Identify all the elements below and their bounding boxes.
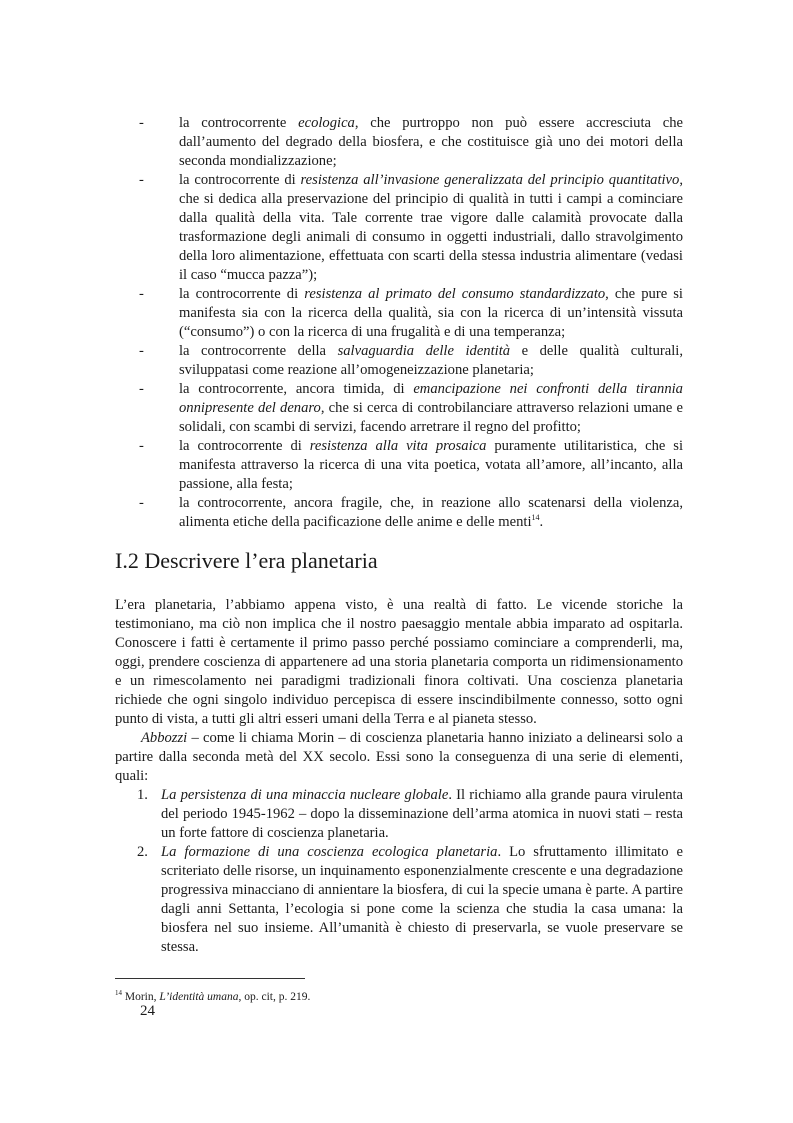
dash-bullet: - bbox=[139, 286, 144, 302]
list-item: - la controcorrente di resistenza alla vita prosaica puramente utilitaristica, che si manifesta attraverso la ricerca di una vita poetica, votata all’amore, all’incanto, alla passione, alla festa; bbox=[139, 438, 683, 492]
list-number: 2. bbox=[137, 844, 148, 860]
list-item: - la controcorrente di resistenza all’invasione generalizzata del principio quantitativo, che si dedica alla preservazione del principio di qualità in tutti i campi a cominciare dalla qualità della vita. Tale corrente trae vigore dalle calamità provocate dalla trasformazione degli animali di consumo in oggetti industriali, dallo stravolgimento della loro alimentazione, effettuata con scarti della stessa industria alimentare (vedasi il caso “mucca pazza”); bbox=[139, 172, 683, 283]
list-item: - la controcorrente di resistenza al primato del consumo standardizzato, che pure si manifesta sia con la ricerca della qualità, sia con la ricerca di un’intensità vissuta (“consumo”) o con la ricerca di una frugalità e di una temperanza; bbox=[139, 286, 683, 340]
list-item: - la controcorrente della salvaguardia delle identità e delle qualità culturali, sviluppatasi come reazione all’omogeneizzazione planetaria; bbox=[139, 343, 684, 378]
list-item: - la controcorrente, ancora fragile, che, in reazione allo scatenarsi della violenza, alimenta etiche della pacificazione delle anime e delle menti$^{14}$. bbox=[139, 495, 683, 530]
paragraph: Abbozzi – come li chiama Morin – di coscienza planetaria hanno iniziato a delinearsi solo a partire dalla seconda metà del XX secolo. Essi sono la conseguenza di una serie di elementi, quali: bbox=[115, 730, 683, 784]
list-item: - la controcorrente, ancora timida, di emancipazione nei confronti della tirannia onnipresente del denaro, che si cerca di controbilanciare attraverso relazioni umane e solidali, con scambi di servizi, facendo arretrare il regno del profitto; bbox=[139, 381, 683, 435]
footnote-number: 14 bbox=[115, 989, 122, 997]
footnote: $^{14}$ Morin, L’identità umana, op. cit, p. 219. bbox=[115, 989, 311, 1003]
footnote-ref[interactable]: 14 bbox=[531, 513, 540, 523]
dash-bullet: - bbox=[139, 381, 144, 397]
dash-bullet: - bbox=[139, 495, 144, 511]
elements-list bbox=[115, 786, 683, 957]
section-heading: I.2 Descrivere l’era planetaria bbox=[115, 548, 378, 573]
list-item: 1. La persistenza di una minaccia nucleare globale. Il richiamo alla grande paura virulenta del periodo 1945-1962 – dopo la disseminazione dell’arma atomica in nuovi stati – resta un forte fattore di coscienza planetaria. bbox=[137, 787, 683, 841]
list-item: - la controcorrente ecologica, che purtroppo non può essere accresciuta che dall’aumento del degrado della biosfera, e che costituisce già uno dei motori della seconda mondializzazione; bbox=[139, 115, 683, 169]
page-number: 24 bbox=[140, 1003, 155, 1019]
list-number: 1. bbox=[137, 787, 148, 803]
list-item: 2. La formazione di una coscienza ecologica planetaria. Lo sfruttamento illimitato e scriteriato delle risorse, un inquinamento esponenzialmente crescente e una degradazione progressiva minacciano di annientare la biosfera, di cui la specie umana è parte. A partire dagli anni Settanta, l’ecologia si pone come la scienza che studia la casa umana: la biosfera nel suo insieme. All’umanità è chiesto di preservarla, se vuole preservare se stessa. bbox=[137, 844, 683, 955]
section-body bbox=[115, 596, 683, 957]
dash-bullet: - bbox=[139, 438, 144, 454]
dash-bullet: - bbox=[139, 343, 144, 359]
dash-bullet: - bbox=[139, 172, 144, 188]
footnote-divider bbox=[115, 978, 305, 979]
controcorrenti-list bbox=[115, 114, 683, 532]
dash-bullet: - bbox=[139, 115, 144, 131]
paragraph: L’era planetaria, l’abbiamo appena visto, è una realtà di fatto. Le vicende storiche la testimoniano, ma ciò non implica che il nostro paesaggio mentale abbia imparato ad ospitarla. Conoscere i fatti è certamente il primo passo perché possiamo cominciare a comprenderli, ma, oggi, prendere coscienza di appartenere ad una storia planetaria comporta un ridimensionamento e un rimescolamento nei paradigmi tradizionali finora coltivati. Una coscienza planetaria richiede che ogni singolo individuo percepisca di essere inscindibilmente connesso, sotto ogni punto di vista, a tutti gli altri esseri umani della Terra e al pianeta stesso. bbox=[115, 597, 683, 727]
